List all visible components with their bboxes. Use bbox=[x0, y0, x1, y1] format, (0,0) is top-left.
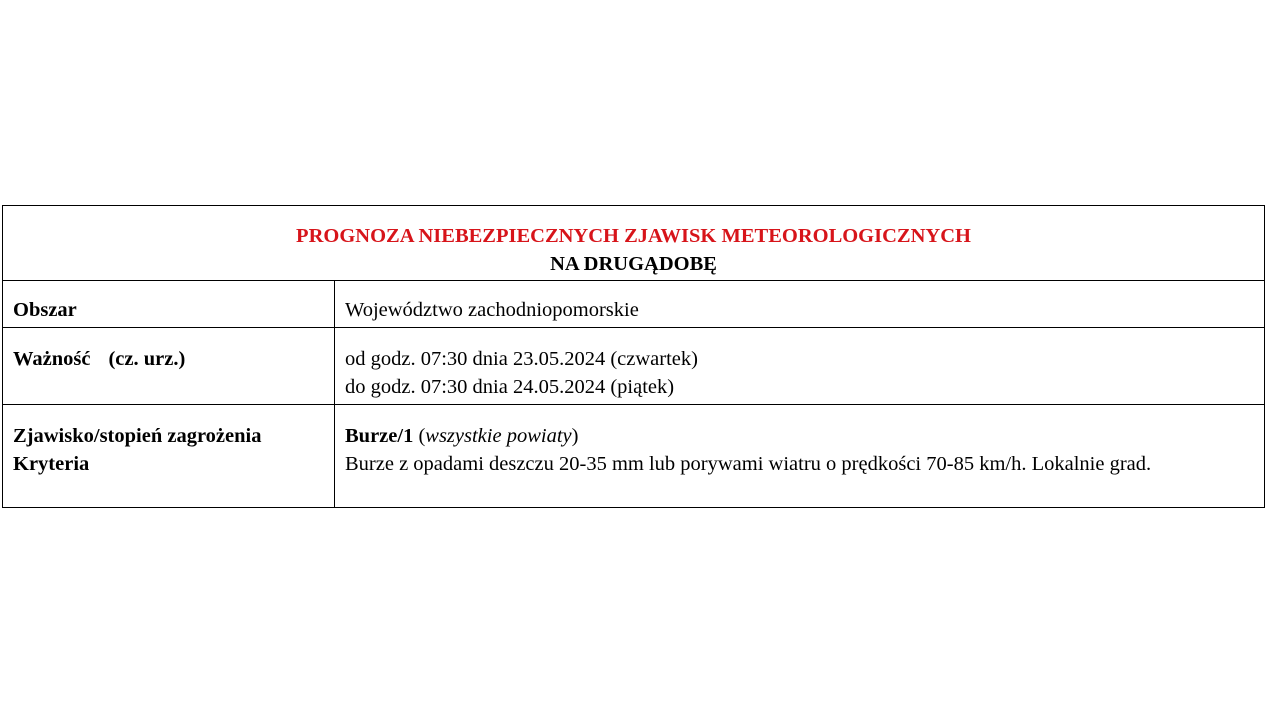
validity-label-cell bbox=[3, 328, 335, 405]
phenomenon-label-cell bbox=[3, 405, 335, 508]
phenomenon-level-line bbox=[345, 422, 1254, 450]
area-label-cell bbox=[3, 281, 335, 328]
validity-value-cell bbox=[335, 328, 1265, 405]
phenomenon-label: Zjawisko/stopień zagrożenia bbox=[13, 425, 262, 447]
validity-label: Ważność bbox=[13, 348, 91, 370]
warning-title: PROGNOZA NIEBEZPIECZNYCH ZJAWISK METEOROLOGICZNYCH bbox=[296, 225, 971, 247]
validity-label-note: (cz. urz.) bbox=[108, 348, 186, 370]
validity-row bbox=[3, 328, 1265, 405]
phenomenon-row bbox=[3, 405, 1265, 508]
scope-close-paren: ) bbox=[571, 425, 579, 447]
phenomenon-criteria: Burze z opadami deszczu 20-35 mm lub porywami wiatru o prędkości 70-85 km/h. Lokalnie grad. bbox=[345, 453, 1152, 475]
validity-to: do godz. 07:30 dnia 24.05.2024 (piątek) bbox=[345, 376, 675, 398]
warning-subtitle: NA DRUGĄDOBĘ bbox=[550, 253, 717, 275]
validity-from: od godz. 07:30 dnia 23.05.2024 (czwartek) bbox=[345, 348, 698, 370]
area-label: Obszar bbox=[13, 299, 77, 321]
criteria-label: Kryteria bbox=[13, 453, 90, 475]
area-value-cell bbox=[335, 281, 1265, 328]
phenomenon-scope: wszystkie powiaty bbox=[425, 425, 572, 447]
area-value: Województwo zachodniopomorskie bbox=[345, 299, 639, 321]
area-row bbox=[3, 281, 1265, 328]
scope-open-paren: ( bbox=[413, 425, 426, 447]
phenomenon-value-cell bbox=[335, 405, 1265, 508]
warning-title-cell bbox=[3, 206, 1265, 281]
phenomenon-level: Burze/1 bbox=[345, 425, 414, 447]
weather-warning-table bbox=[2, 205, 1265, 508]
